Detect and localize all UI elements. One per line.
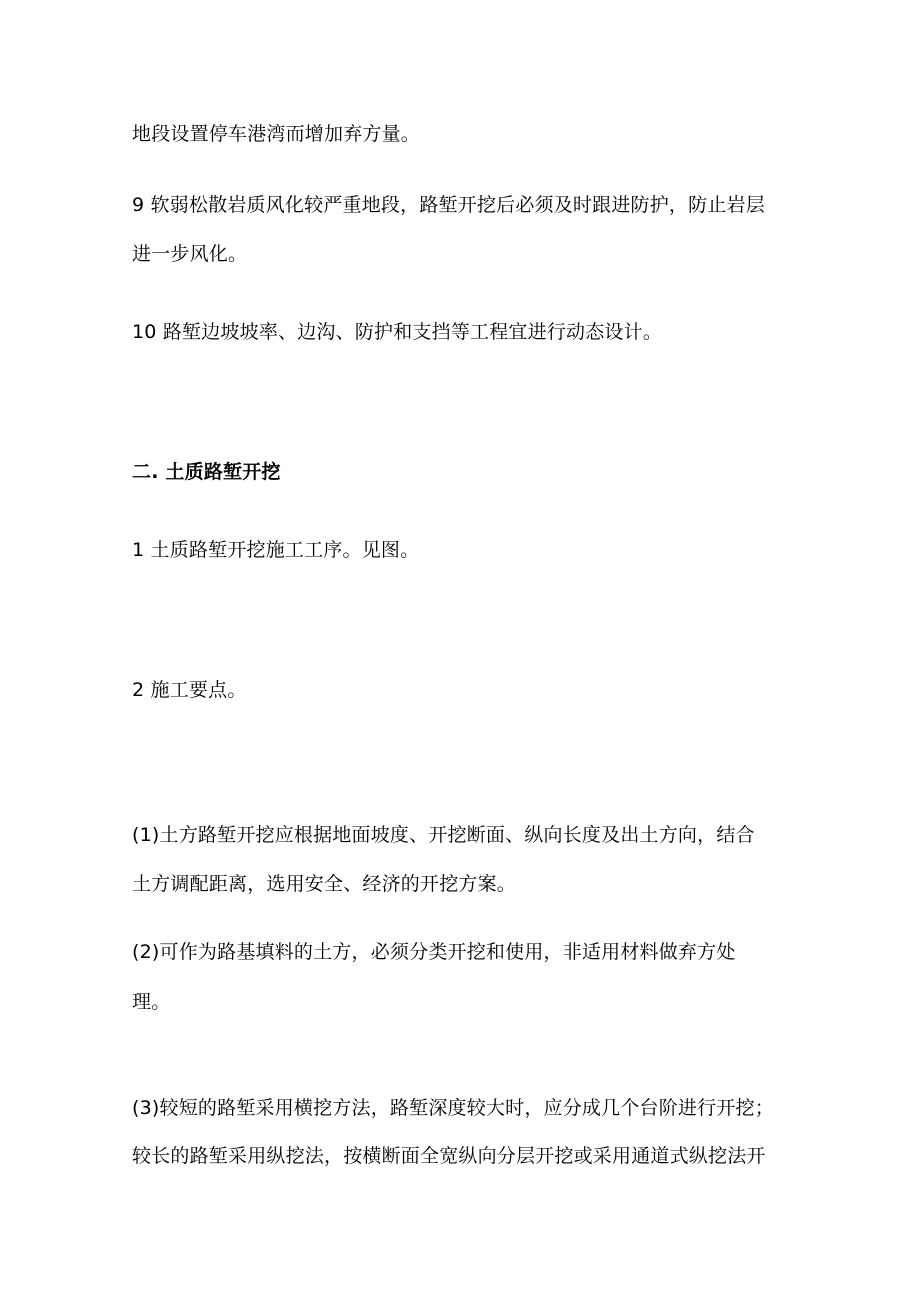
text-line-continuation: 地段设置停车港湾而增加弃方量。 <box>132 123 421 145</box>
text-line-point-3: (3)较短的路堑采用横挖方法，路堑深度较大时，应分成几个台阶进行开挖； <box>132 1097 774 1119</box>
text-line-step-2: 2 施工要点。 <box>132 679 247 701</box>
text-line-item-10: 10 路堑边坡坡率、边沟、防护和支挡等工程宜进行动态设计。 <box>132 321 663 343</box>
text-line-point-1: (1)土方路堑开挖应根据地面坡度、开挖断面、纵向长度及出土方向，结合 <box>132 824 755 846</box>
text-line-item-9-continued: 进一步风化。 <box>132 243 248 265</box>
text-line-point-3-continued: 较长的路堑采用纵挖法，按横断面全宽纵向分层开挖或采用通道式纵挖法开 <box>132 1145 766 1167</box>
text-line-step-1: 1 土质路堑开挖施工工序。见图。 <box>132 539 420 561</box>
text-line-point-1-continued: 土方调配距离，选用安全、经济的开挖方案。 <box>132 873 517 895</box>
text-line-point-2: (2)可作为路基填料的土方，必须分类开挖和使用，非适用材料做弃方处 <box>132 941 736 963</box>
text-line-point-2-continued: 理。 <box>132 991 171 1013</box>
text-line-item-9: 9 软弱松散岩质风化较严重地段，路堑开挖后必须及时跟进防护，防止岩层 <box>132 194 765 216</box>
section-heading: 二. 土质路堑开挖 <box>132 461 281 483</box>
